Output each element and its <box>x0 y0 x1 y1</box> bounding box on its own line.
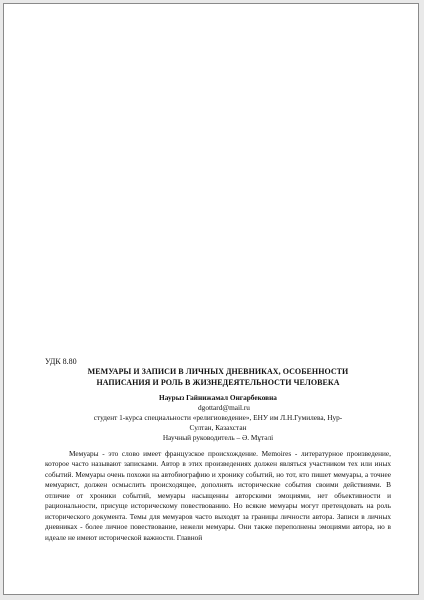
author-email: dgottard@mail.ru <box>198 403 250 412</box>
author-affiliation <box>45 413 391 433</box>
article-title <box>45 367 391 388</box>
udk-code: УДК 8.80 <box>45 357 77 366</box>
page-content <box>45 357 391 543</box>
body-paragraph: Мемуары - это слово имеет французское происхождение. Memoires - литературное произведение, которое часто называют записками. Автор в этих произведениях должен являться участником тех или иных событий. Мемуары очень похожи на автобиографию и хронику событий, но тот, кто пишет мемуары, а точнее мемуарист, должен осмыслить происходящее, дополнять исторические события своими действиями. В отличие от хроники событий, мемуары насыщенны авторскими эмоциями, нет объективности и рациональности, присуще историческому повествованию. Но всякие мемуары могут претендовать на роль исторического документа. Темы для мемуаров часто выходят за границы личности автора. Записи в личных дневниках - более личное повествование, нежели мемуары. Они также переполнены эмоциями автора, но в идеале не имеют исторической важности. Главной <box>45 449 391 542</box>
article-title-line-1: МЕМУАРЫ И ЗАПИСИ В ЛИЧНЫХ ДНЕВНИКАХ, ОСОБЕННОСТИ <box>87 367 349 376</box>
affiliation-line-1: студент 1-курса специальности «религиоведение», ЕНУ им Л.Н.Гумилева, Нур- <box>93 413 343 422</box>
document-page <box>3 3 419 595</box>
article-title-line-2: НАПИСАНИЯ И РОЛЬ В ЖИЗНЕДЕЯТЕЛЬНОСТИ ЧЕЛОВЕКА <box>96 377 340 387</box>
author-name: Наурыз Гайнижамал Онгарбековна <box>159 393 277 402</box>
supervisor: Научный руководитель – Ә. Мұтәлі <box>162 433 274 442</box>
author-block <box>45 393 391 443</box>
affiliation-line-2: Султан, Казахстан <box>189 423 247 432</box>
